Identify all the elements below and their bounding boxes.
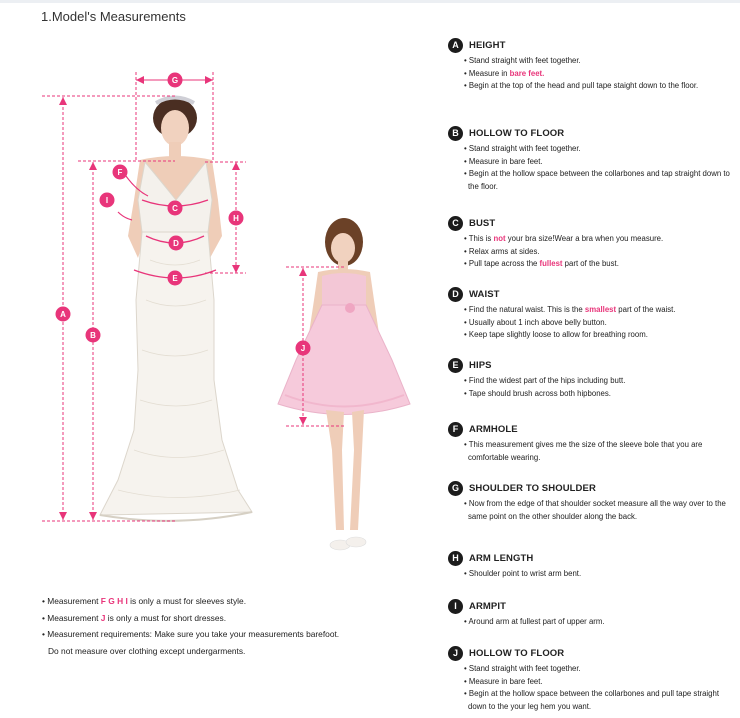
measurement-title: ARMPIT: [469, 600, 507, 612]
measurement-header: [448, 286, 738, 302]
note-line: [42, 626, 422, 643]
measurement-header: [448, 357, 738, 373]
instruction-text: your bra size!Wear a bra when you measure.: [505, 234, 664, 243]
measurement-f: [448, 421, 738, 464]
measurement-instruction: [448, 388, 738, 401]
marker-C: [168, 201, 183, 216]
measurement-instruction: [448, 676, 738, 689]
measurement-instruction: [448, 439, 738, 464]
measurement-title: WAIST: [469, 288, 500, 300]
measurement-i: [448, 598, 738, 629]
letter-badge-icon: A: [448, 38, 463, 53]
svg-text:B: B: [90, 331, 96, 340]
short-dress-figure: [278, 218, 410, 550]
letter-badge-icon: I: [448, 599, 463, 614]
instruction-text: • Measure in bare feet.: [464, 156, 543, 166]
measurement-instruction: [448, 568, 738, 581]
instruction-text: • Stand straight with feet together.: [464, 664, 581, 673]
measurement-instruction: [448, 168, 738, 193]
instruction-text: • Relax arms at sides.: [464, 246, 540, 256]
instruction-text: • Begin at the top of the head and pull tape staight down to the floor.: [464, 81, 699, 90]
measurement-instruction: [448, 233, 738, 246]
measurement-illustration: [0, 0, 440, 580]
measurement-notes: [42, 593, 422, 659]
letter-badge-icon: F: [448, 422, 463, 437]
instruction-text: • Tape should brush across both hipbones.: [464, 388, 611, 398]
svg-text:H: H: [233, 214, 239, 223]
measurement-title: HOLLOW TO FLOOR: [469, 647, 565, 659]
measurement-instruction: [448, 498, 738, 523]
measurement-instruction: [448, 329, 738, 342]
instruction-text: • Around arm at fullest part of upper arm.: [464, 617, 605, 626]
measurement-j: [448, 645, 738, 713]
measurement-title: BUST: [469, 217, 496, 229]
marker-D: [169, 236, 184, 251]
measurement-header: [448, 421, 738, 437]
measurement-instruction: [448, 55, 738, 68]
highlight-text: smallest: [584, 305, 617, 314]
letter-badge-icon: E: [448, 358, 463, 373]
measurement-b: [448, 125, 738, 193]
instruction-text: • Usually about 1 inch above belly button.: [464, 317, 607, 327]
bride-figure: [100, 98, 252, 521]
letter-badge-icon: C: [448, 216, 463, 231]
note-text: • Measurement requirements: Make sure you take your measurements barefoot.: [42, 629, 340, 639]
instruction-text: • Begin at the hollow space between the collarbones and pull tape straight down to the your leg hem you want.: [464, 689, 719, 711]
measurement-title: ARMHOLE: [469, 423, 518, 435]
measurement-c: [448, 215, 738, 271]
note-text: Do not measure over clothing except undergarments.: [48, 645, 246, 656]
instruction-text: • Find the widest part of the hips including butt.: [464, 376, 626, 385]
measurement-g: [448, 480, 738, 523]
svg-text:I: I: [105, 196, 109, 205]
note-text: • Measurement: [42, 596, 101, 606]
measurement-header: [448, 125, 738, 141]
measurement-header: [448, 550, 738, 566]
svg-text:J: J: [300, 344, 306, 353]
measurement-instruction: [448, 688, 738, 713]
instruction-text: • Shoulder point to wrist arm bent.: [464, 569, 582, 578]
measurement-d: [448, 286, 738, 342]
measurement-e: [448, 357, 738, 400]
marker-J: [296, 341, 311, 356]
measurement-instruction: [448, 616, 738, 629]
measurement-header: [448, 480, 738, 496]
measurement-instruction: [448, 68, 738, 81]
measurement-title: SHOULDER TO SHOULDER: [469, 482, 596, 494]
instruction-text: • Stand straight with feet together.: [464, 144, 581, 153]
letter-badge-icon: D: [448, 287, 463, 302]
letter-badge-icon: J: [448, 646, 463, 661]
marker-H: [229, 211, 244, 226]
highlight-text: fullest: [539, 259, 563, 268]
measurement-title: HIPS: [469, 359, 492, 371]
note-line: [42, 610, 422, 627]
measurement-instruction: [448, 375, 738, 388]
marker-I: [100, 193, 115, 208]
instruction-text: part of the waist.: [616, 305, 676, 314]
highlight-text: not: [493, 234, 506, 243]
marker-F: [113, 165, 128, 180]
note-line: [42, 593, 422, 610]
note-text: is only a must for short dresses.: [105, 612, 227, 623]
measurement-header: [448, 645, 738, 661]
marker-E: [168, 271, 183, 286]
measurement-title: HEIGHT: [469, 39, 506, 51]
marker-G: [168, 73, 183, 88]
instruction-text: part of the bust.: [562, 259, 619, 268]
note-text: is only a must for sleeves style.: [127, 596, 247, 606]
measurement-header: [448, 215, 738, 231]
measurement-instruction: [448, 258, 738, 271]
measurement-instruction: [448, 663, 738, 676]
letter-badge-icon: B: [448, 126, 463, 141]
svg-text:A: A: [60, 310, 66, 319]
measurement-instruction: [448, 156, 738, 169]
svg-text:F: F: [117, 168, 123, 177]
instruction-text: • This measurement gives me the size of the sleeve bole that you are comfortable wearing.: [464, 440, 703, 462]
page-title: 1.Model's Measurements: [41, 9, 186, 24]
marker-A: [56, 307, 71, 322]
instruction-text: • Measure in: [464, 68, 510, 78]
instruction-text: • Now from the edge of that shoulder socket measure all the way over to the same point on the other shoulder along the back.: [464, 499, 726, 521]
measurement-a: [448, 37, 738, 93]
letter-badge-icon: G: [448, 481, 463, 496]
measurement-instruction: [448, 246, 738, 259]
instruction-text: • This is: [464, 234, 494, 243]
instruction-text: • Measure in bare feet.: [464, 676, 543, 686]
measurement-header: [448, 37, 738, 53]
measurement-instruction: [448, 80, 738, 93]
measurement-instruction: [448, 143, 738, 156]
instruction-text: • Find the natural waist. This is the: [464, 305, 585, 314]
instruction-text: • Begin at the hollow space between the collarbones and tap straight down to the floor.: [464, 169, 730, 191]
svg-text:G: G: [171, 76, 179, 85]
svg-text:D: D: [173, 239, 179, 248]
letter-badge-icon: H: [448, 551, 463, 566]
marker-B: [86, 328, 101, 343]
measurement-title: ARM LENGTH: [469, 552, 534, 564]
svg-text:C: C: [172, 204, 178, 213]
measurement-h: [448, 550, 738, 581]
svg-text:E: E: [172, 274, 178, 283]
note-highlight: J: [100, 612, 106, 623]
measurement-instruction: [448, 304, 738, 317]
instruction-text: • Keep tape slightly loose to allow for breathing room.: [464, 330, 648, 339]
note-highlight: F G H I: [100, 596, 128, 606]
note-text: • Measurement: [42, 612, 101, 623]
note-line: [42, 643, 422, 660]
instruction-text: • Pull tape across the: [464, 259, 540, 268]
measurement-title: HOLLOW TO FLOOR: [469, 127, 565, 139]
instruction-text: • Stand straight with feet together.: [464, 56, 581, 65]
highlight-text: bare feet.: [509, 68, 545, 78]
measurement-header: [448, 598, 738, 614]
measurement-instruction: [448, 317, 738, 330]
